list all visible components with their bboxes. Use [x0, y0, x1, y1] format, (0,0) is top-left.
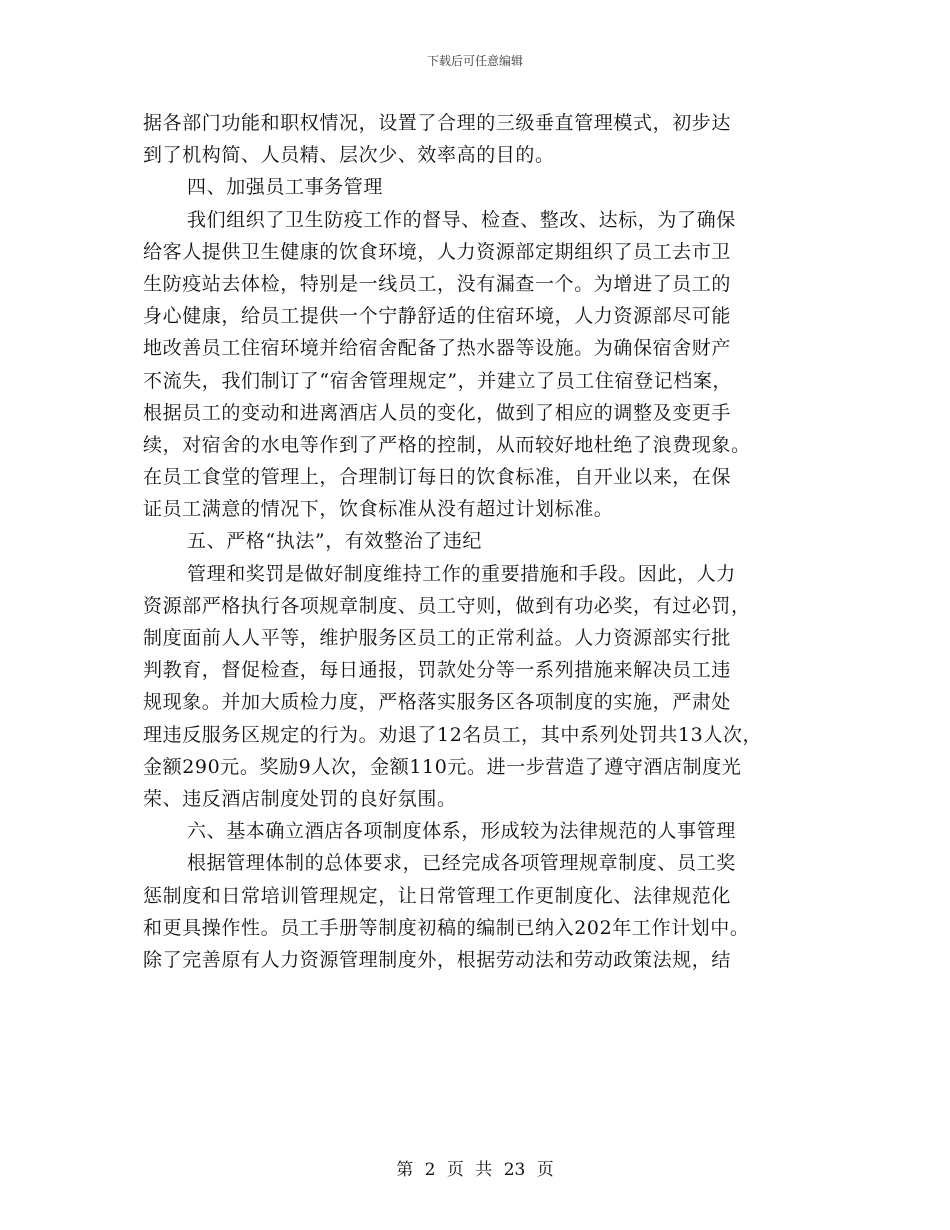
- text-line: 在员工食堂的管理上，合理制订每日的饮食标准，自开业以来，在保: [143, 466, 732, 489]
- text-line: 和更具操作性。员工手册等制度初稿的编制已纳入202年工作计划中。: [143, 916, 750, 939]
- page-header: 下载后可任意编辑: [426, 54, 523, 68]
- section-heading: 六、基本确立酒店各项制度体系，形成较为法律规范的人事管理: [187, 820, 736, 843]
- text-line: 给客人提供卫生健康的饮食环境，人力资源部定期组织了员工去市卫: [143, 240, 732, 263]
- text-line: 身心健康，给员工提供一个宁静舒适的住宿环境，人力资源部尽可能: [143, 305, 732, 328]
- text-line: 规现象。并加大质检力度，严格落实服务区各项制度的实施，严肃处: [143, 691, 732, 714]
- text-line: 续，对宿舍的水电等作到了严格的控制，从而较好地杜绝了浪费现象。: [143, 433, 751, 456]
- text-line: 据各部门功能和职权情况，设置了合理的三级垂直管理模式，初步达: [143, 112, 732, 134]
- text-line: 管理和奖罚是做好制度维持工作的重要措施和手段。因此，人力: [187, 562, 736, 585]
- text-line: 到了机构简、人员精、层次少、效率高的目的。: [143, 144, 555, 167]
- text-line: 资源部严格执行各项规章制度、员工守则，做到有功必奖，有过必罚，: [143, 594, 751, 617]
- text-line: 制度面前人人平等，维护服务区员工的正常利益。人力资源部实行批: [143, 627, 732, 649]
- text-line: 判教育，督促检查，每日通报，罚款处分等一系列措施来解决员工违: [143, 659, 732, 682]
- text-line: 地改善员工住宿环境并给宿舍配备了热水器等设施。为确保宿舍财产: [143, 337, 732, 360]
- text-line: 根据管理体制的总体要求，已经完成各项管理规章制度、员工奖: [187, 852, 736, 875]
- text-line: 根据员工的变动和进离酒店人员的变化，做到了相应的调整及变更手: [143, 401, 732, 424]
- section-heading: 五、严格“执法”，有效整治了违纪: [187, 530, 483, 553]
- text-line: 金额290元。奖励9人次，金额110元。进一步营造了遵守酒店制度光: [143, 755, 742, 778]
- section-heading: 四、加强员工事务管理: [187, 176, 384, 199]
- page-footer: 第 2 页 共 23 页: [396, 1160, 554, 1180]
- document-body: [143, 107, 813, 976]
- text-line: 除了完善原有人力资源管理制度外，根据劳动法和劳动政策法规，结: [143, 948, 732, 971]
- text-line: 惩制度和日常培训管理规定，让日常管理工作更制度化、法律规范化: [143, 884, 732, 907]
- text-line: 荣、违反酒店制度处罚的良好氛围。: [143, 787, 457, 810]
- text-line: 我们组织了卫生防疫工作的督导、检查、整改、达标，为了确保: [187, 208, 736, 231]
- text-line: 不流失，我们制订了“宿舍管理规定”，并建立了员工住宿登记档案，: [143, 369, 733, 392]
- text-line: 理违反服务区规定的行为。劝退了12名员工，其中系列处罚共13人次，: [143, 723, 763, 746]
- text-line: 生防疫站去体检，特别是一线员工，没有漏查一个。为增进了员工的: [143, 272, 732, 295]
- text-line: 证员工满意的情况下，饮食标准从没有超过计划标准。: [143, 498, 614, 521]
